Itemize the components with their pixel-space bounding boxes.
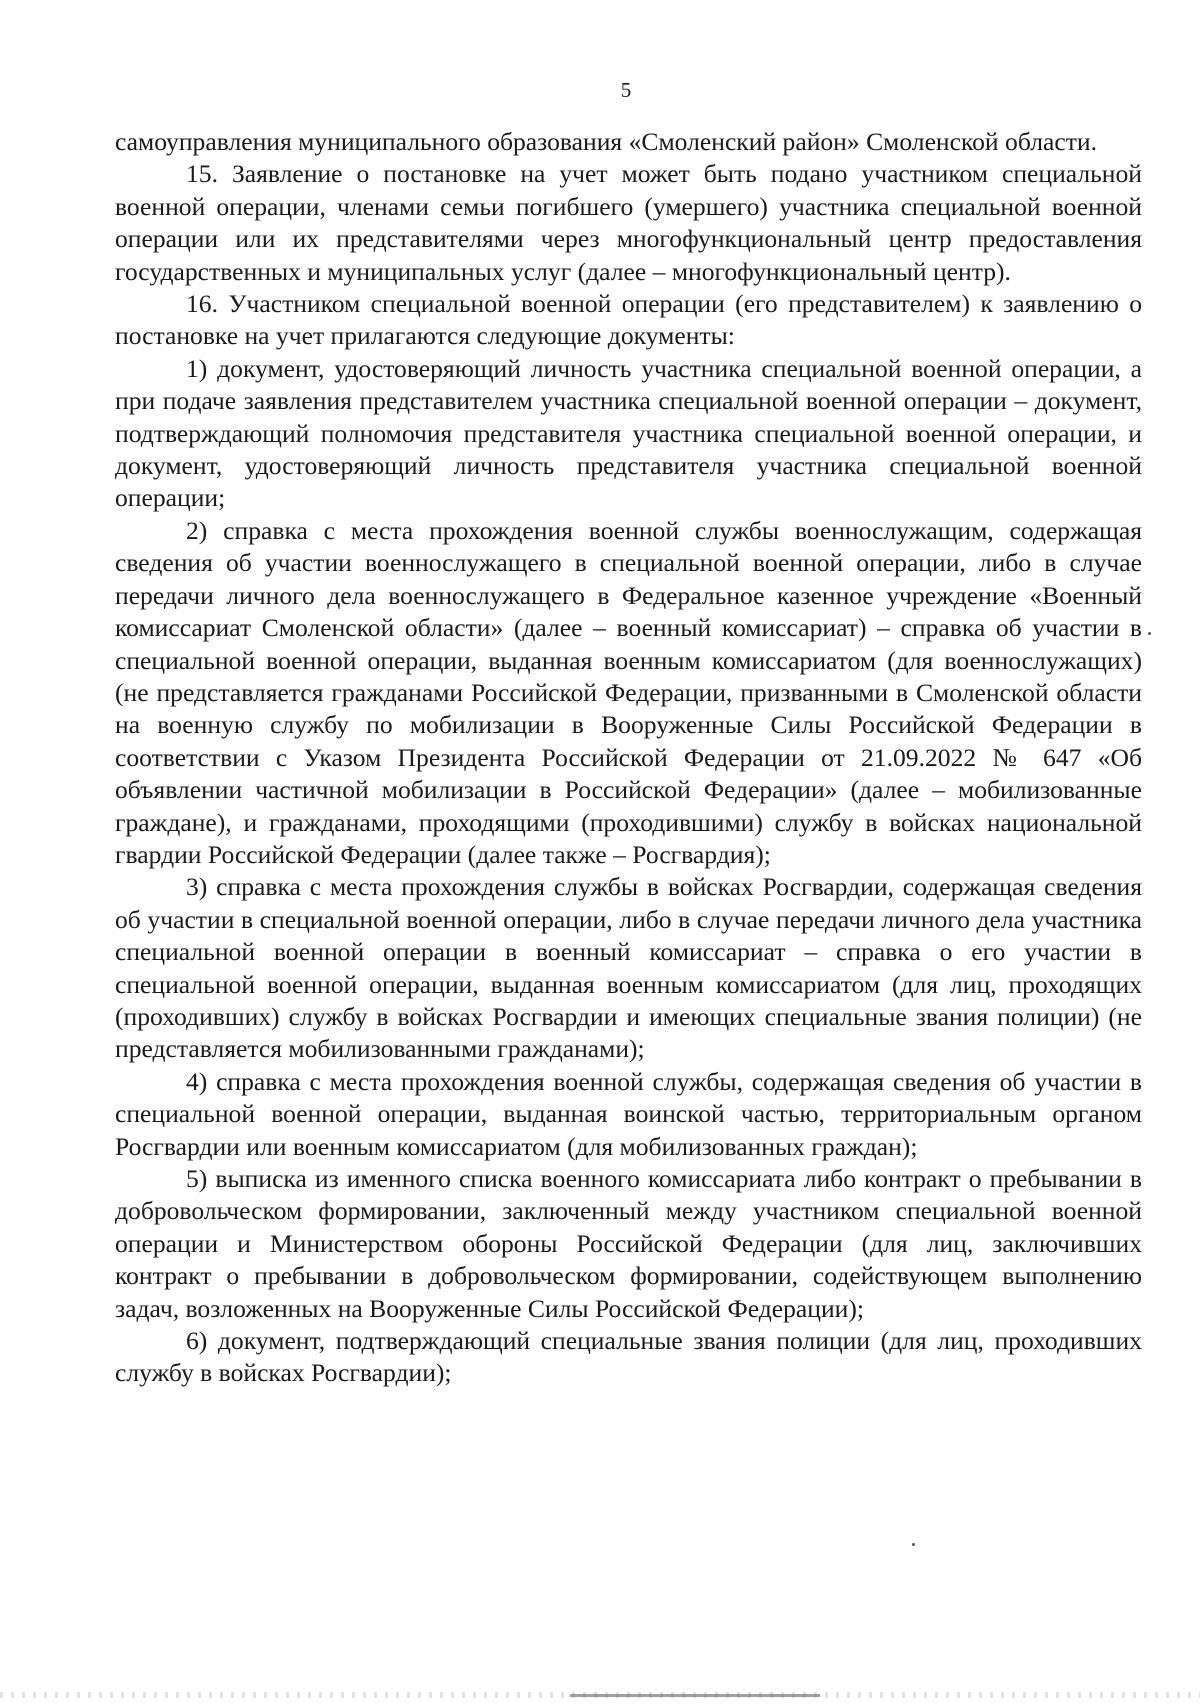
- scan-speck: [1148, 632, 1151, 635]
- list-item-3: 3) справка с места прохождения службы в войсках Росгвардии, содержащая сведения об участии в специальной военной операции, либо в случае передачи личного дела участника специальной военной операции в военный комиссариат – справка о его участии в специальной военной операции, выданная военным комиссариатом (для лиц, проходящих (проходивших) службу в войсках Росгвардии и имеющих специальные звания полиции) (не представляется мобилизованными гражданами);: [115, 872, 1142, 1064]
- page-number: 5: [620, 78, 632, 102]
- paragraph-continuation: самоуправления муниципального образования «Смоленский район» Смоленской области.: [115, 127, 1097, 156]
- list-item-4: 4) справка с места прохождения военной службы, содержащая сведения об участии в специальной военной операции, выданная воинской частью, территориальным органом Росгвардии или военным комиссариатом (для мобилизованных граждан);: [115, 1066, 1142, 1161]
- scan-speck: [912, 1543, 915, 1546]
- list-item-2: 2) справка с места прохождения военной службы военнослужащим, содержащая сведения об участии военнослужащего в специальной военной операции, либо в случае передачи личного дела военнослужащего в Федеральное казенное учреждение «Военный комиссариат Смоленской области» (далее – военный комиссариат) – справка об участии в специальной военной операции, выданная военным комиссариатом (для военнослужащих) (не представляется гражданами Российской Федерации, призванными в Смоленской области на военную службу по мобилизации в Вооруженные Силы Российской Федерации в соответствии с Указом Президента Российской Федерации от 21.09.2022 № 647 «Об объявлении частичной мобилизации в Российской Федерации» (далее – мобилизованные граждане), и гражданами, проходящими (проходившими) службу в войсках национальной гвардии Российской Федерации (далее также – Росгвардия);: [115, 515, 1142, 869]
- document-body: [115, 126, 1142, 1390]
- paragraph-15: 15. Заявление о постановке на учет может быть подано участником специальной военной операции, членами семьи погибшего (умершего) участника специальной военной операции или их представителями через многофункциональный центр предоставления государственных и муниципальных услуг (далее – многофункциональный центр).: [115, 159, 1142, 286]
- list-item-1: 1) документ, удостоверяющий личность участника специальной военной операции, а при подаче заявления представителем участника специальной военной операции – документ, подтверждающий полномочия представителя участника специальной военной операции, и документ, удостоверяющий личность представителя участника специальной военной операции;: [115, 353, 1142, 513]
- list-item-5: 5) выписка из именного списка военного комиссариата либо контракт о пребывании в добровольческом формировании, заключенный между участником специальной военной операции и Министерством обороны Российской Федерации (для лиц, заключивших контракт о пребывании в добровольческом формировании, содействующем выполнению задач, возложенных на Вооруженные Силы Российской Федерации);: [115, 1164, 1142, 1323]
- scan-bottom-mark: [570, 1694, 820, 1697]
- paragraph-16: 16. Участником специальной военной операции (его представителем) к заявлению о постановке на учет прилагаются следующие документы:: [115, 289, 1142, 351]
- list-item-6: 6) документ, подтверждающий специальные звания полиции (для лиц, проходивших службу в войсках Росгвардии);: [115, 1326, 1142, 1388]
